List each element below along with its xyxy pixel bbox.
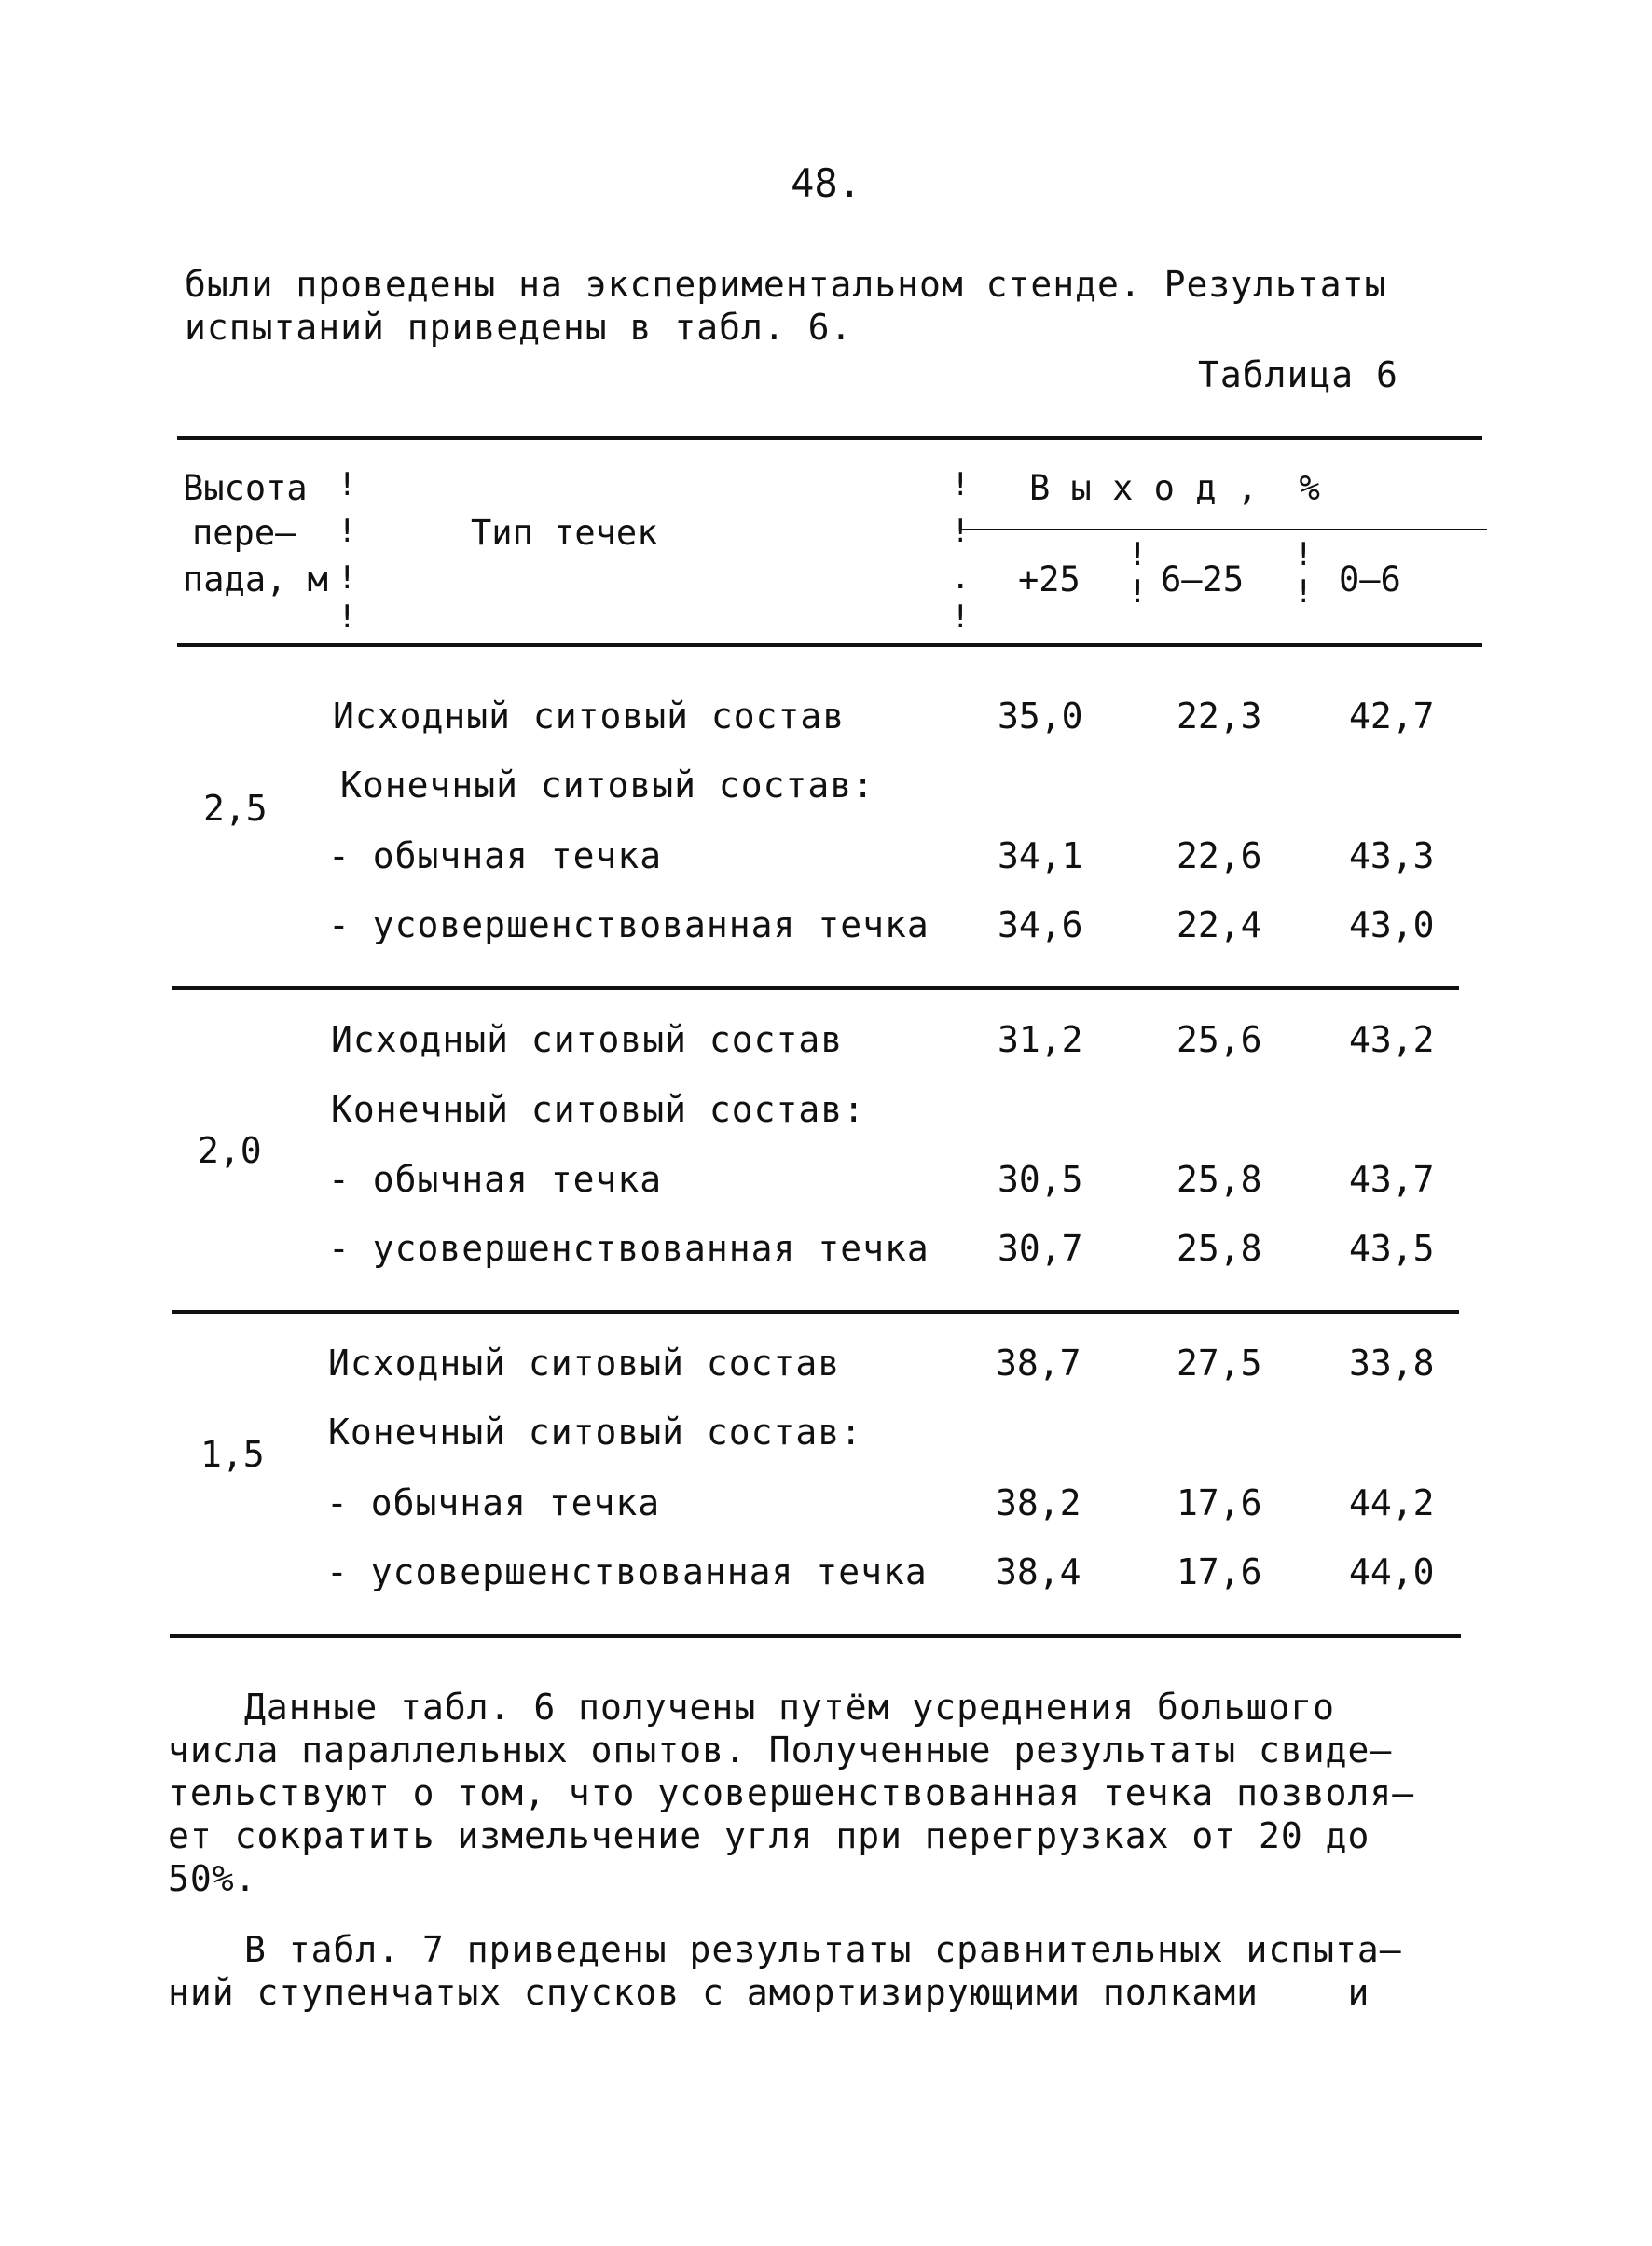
row-label: Исходный ситовый состав — [331, 1019, 844, 1060]
column-separator: ! — [1128, 536, 1148, 573]
table-bottom-rule — [170, 1634, 1461, 1638]
header-col-plus25: +25 — [1018, 559, 1081, 599]
cell-6-25: 27,5 — [1177, 1343, 1262, 1384]
row-label: - усовершенствованная течка — [328, 904, 929, 945]
conclusion-line: 50%. — [168, 1858, 257, 1899]
cell-6-25: 22,6 — [1177, 835, 1262, 876]
row-label: - обычная течка — [328, 1159, 663, 1200]
conclusion-line: Данные табл. 6 получены путём усреднения большого — [244, 1687, 1336, 1728]
cell-6-25: 17,6 — [1177, 1482, 1262, 1523]
cell-0-6: 44,0 — [1349, 1551, 1435, 1592]
header-col-6-25: 6–25 — [1161, 559, 1245, 599]
conclusion-paragraph — [168, 1686, 1414, 1900]
next-line: В табл. 7 приведены результаты сравнительных испыта– — [244, 1929, 1402, 1970]
cell-0-6: 44,2 — [1349, 1482, 1435, 1523]
conclusion-line: числа параллельных опытов. Полученные результаты свиде– — [168, 1729, 1393, 1771]
column-separator: ! — [337, 559, 357, 597]
cell-0-6: 33,8 — [1349, 1343, 1435, 1384]
cell-6-25: 22,4 — [1177, 904, 1262, 945]
table-top-rule — [177, 436, 1482, 440]
header-col-0-6: 0–6 — [1339, 559, 1401, 599]
group-separator-rule — [172, 1310, 1459, 1314]
column-separator: ! — [1294, 573, 1314, 611]
column-separator: . — [951, 559, 971, 597]
header-height-line3: пада, м — [183, 559, 328, 599]
row-label: - усовершенствованная течка — [326, 1551, 928, 1592]
cell-6-25: 17,6 — [1177, 1551, 1262, 1592]
column-separator: ! — [337, 466, 357, 503]
header-height-line1: Высота — [183, 468, 308, 508]
row-label: - усовершенствованная течка — [328, 1228, 929, 1269]
group-height: 1,5 — [200, 1434, 265, 1475]
row-label: Исходный ситовый состав — [333, 696, 846, 737]
intro-line: были проведены на экспериментальном стенде. Результаты — [185, 264, 1387, 305]
cell-plus25: 38,2 — [996, 1482, 1081, 1523]
cell-6-25: 25,8 — [1177, 1228, 1262, 1269]
row-label: Конечный ситовый состав: — [340, 765, 875, 806]
row-label: Исходный ситовый состав — [328, 1343, 841, 1384]
cell-plus25: 35,0 — [998, 696, 1083, 737]
next-paragraph — [168, 1928, 1402, 2014]
cell-plus25: 38,7 — [996, 1343, 1081, 1384]
column-separator: ! — [1294, 536, 1314, 573]
table-caption: Таблица 6 — [1198, 354, 1398, 395]
column-separator: ! — [951, 513, 971, 550]
header-yield: В ы х о д , % — [1029, 468, 1320, 508]
yield-header-rule — [960, 529, 1487, 530]
group-height: 2,5 — [203, 788, 268, 829]
group-height: 2,0 — [198, 1130, 262, 1171]
cell-0-6: 43,7 — [1349, 1159, 1435, 1200]
cell-plus25: 31,2 — [998, 1019, 1083, 1060]
column-separator: ! — [951, 599, 971, 636]
cell-6-25: 25,6 — [1177, 1019, 1262, 1060]
page-number: 48. — [791, 160, 861, 206]
intro-paragraph — [185, 263, 1386, 349]
cell-0-6: 43,2 — [1349, 1019, 1435, 1060]
column-separator: ! — [337, 513, 357, 550]
next-line: ний ступенчатых спусков с амортизирующими полками и — [168, 1972, 1370, 2013]
cell-6-25: 22,3 — [1177, 696, 1262, 737]
conclusion-line: тельствуют о том, что усовершенствованная течка позволя– — [168, 1772, 1415, 1813]
row-label: Конечный ситовый состав: — [331, 1089, 866, 1130]
cell-6-25: 25,8 — [1177, 1159, 1262, 1200]
column-separator: ! — [337, 599, 357, 636]
group-separator-rule — [172, 986, 1459, 990]
cell-plus25: 30,5 — [998, 1159, 1083, 1200]
cell-0-6: 43,0 — [1349, 904, 1435, 945]
cell-0-6: 43,5 — [1349, 1228, 1435, 1269]
cell-plus25: 38,4 — [996, 1551, 1081, 1592]
conclusion-line: ет сократить измельчение угля при перегрузках от 20 до — [168, 1815, 1370, 1856]
cell-0-6: 43,3 — [1349, 835, 1435, 876]
row-label: - обычная течка — [326, 1482, 661, 1523]
header-type: Тип течек — [471, 513, 658, 553]
cell-plus25: 34,6 — [998, 904, 1083, 945]
header-bottom-rule — [177, 643, 1482, 647]
column-separator: ! — [951, 466, 971, 503]
cell-plus25: 34,1 — [998, 835, 1083, 876]
column-separator: ! — [1128, 573, 1148, 611]
cell-plus25: 30,7 — [998, 1228, 1083, 1269]
cell-0-6: 42,7 — [1349, 696, 1435, 737]
intro-line: испытаний приведены в табл. 6. — [185, 307, 853, 348]
row-label: Конечный ситовый состав: — [328, 1412, 863, 1453]
row-label: - обычная течка — [328, 835, 663, 876]
header-height-line2: пере– — [192, 513, 296, 553]
